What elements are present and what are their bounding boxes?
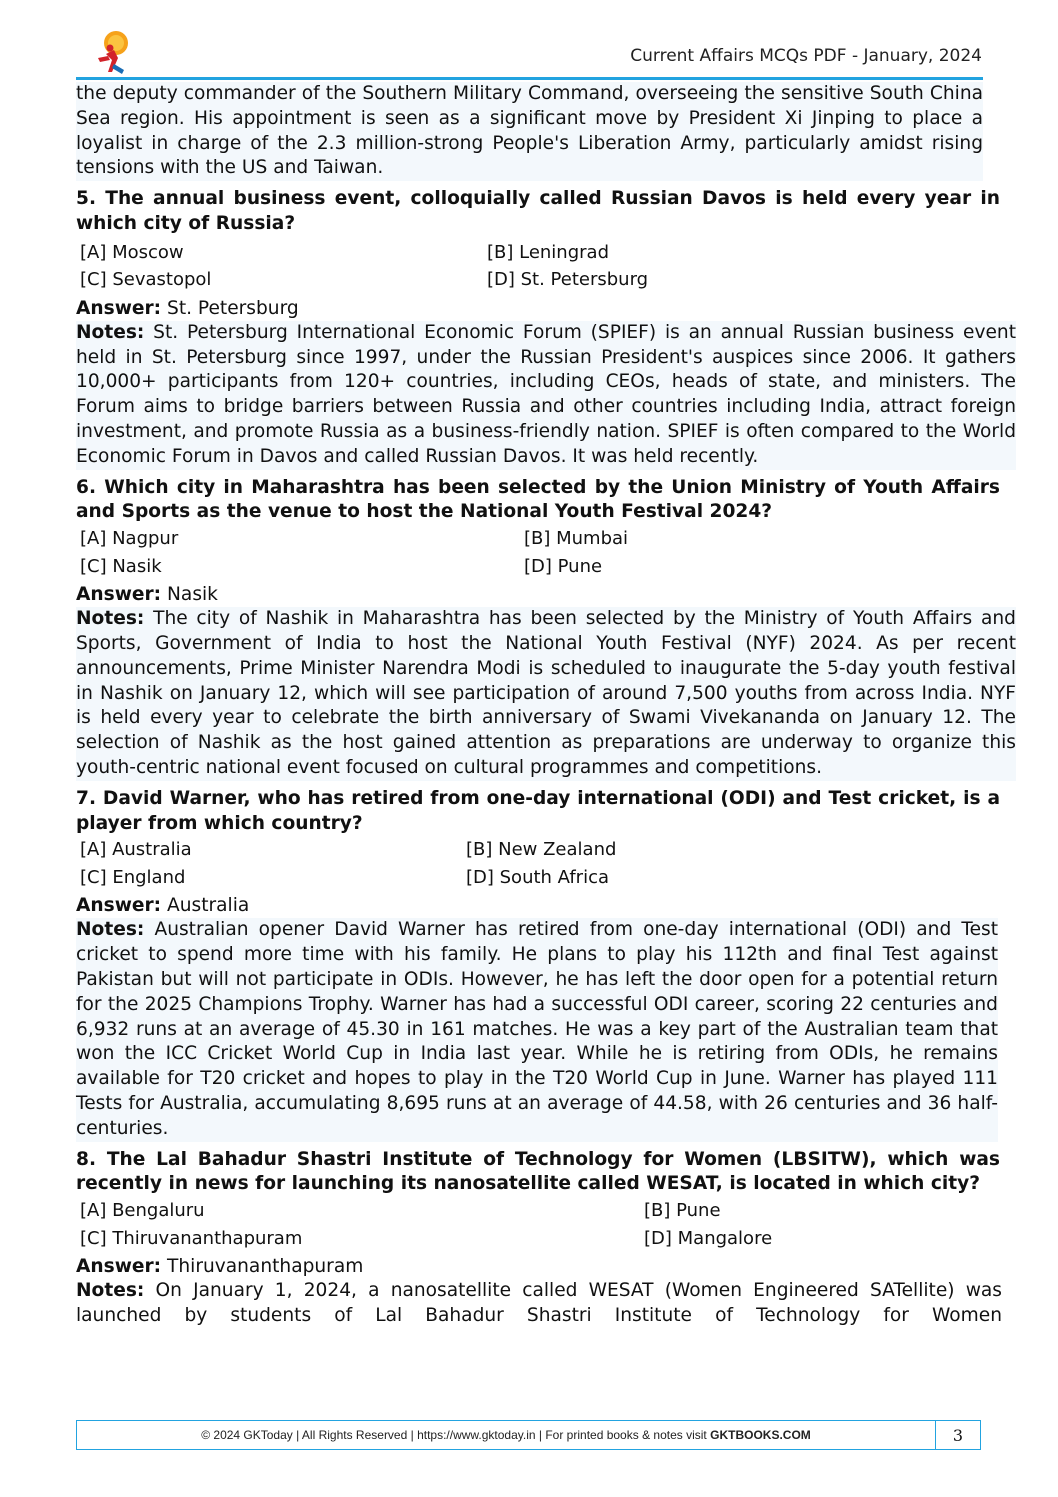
option-d: [D] Pune xyxy=(524,555,603,577)
answer-label: Answer: xyxy=(76,1256,162,1278)
answer-line xyxy=(76,296,1010,321)
notes-paragraph xyxy=(76,918,998,1141)
answer-label: Answer: xyxy=(76,297,162,319)
question-block xyxy=(76,787,1010,1142)
page-number: 3 xyxy=(935,1421,980,1449)
option-a: [A] Moscow xyxy=(80,241,184,263)
question-block xyxy=(76,476,1016,781)
option-b: [B] Mumbai xyxy=(524,528,629,550)
question-text: 8. The Lal Bahadur Shastri Institute of Technology for Women (LBSITW), which was recently in news for launching its nanosatellite called WESAT, is located in which city? xyxy=(76,1148,1000,1195)
options xyxy=(80,525,1010,580)
notes-paragraph xyxy=(76,321,1016,470)
answer-line xyxy=(76,582,1010,607)
option-b: [B] New Zealand xyxy=(466,839,617,861)
answer-label: Answer: xyxy=(76,895,162,917)
option-d: [D] South Africa xyxy=(466,866,609,888)
answer-value: Nasik xyxy=(167,584,218,606)
page-footer xyxy=(76,1420,981,1450)
option-c: [C] England xyxy=(80,866,186,888)
footer-brand-link[interactable]: GKTBOOKS.COM xyxy=(710,1428,811,1442)
notes-text: St. Petersburg International Economic Forum (SPIEF) is an annual Russian business event held in St. Petersburg since 1997, under the Russian President's auspices since 2006. It gathers 10,000+ participants from 120+ countries, including CEOs, heads of state, and ministers. The Forum aims to bridge barriers between Russia and other countries including India, attract foreign investment, and promote Russia as a business-friendly nation. SPIEF is often compared to the World Economic Forum in Davos and called Russian Davos. It was held recently. xyxy=(76,321,1016,467)
options xyxy=(80,1197,1010,1252)
notes-label: Notes: xyxy=(76,321,145,343)
gktoday-logo xyxy=(92,28,132,78)
option-b: [B] Pune xyxy=(644,1200,721,1222)
question-text: 7. David Warner, who has retired from one-day international (ODI) and Test cricket, is a player from which country? xyxy=(76,787,1000,834)
notes-text: Australian opener David Warner has retired from one-day international (ODI) and Test cricket to spend more time with his family. He plans to play his 112th and final Test against Pakistan but will not participate in ODIs. However, he has left the door open for a potential return for the 2025 Champions Trophy. Warner has had a successful ODI career, scoring 22 centuries and 6,932 runs at an average of 45.30 in 161 matches. He was a key part of the Australian team that won the ICC Cricket World Cup in India last year. While he is retiring from ODIs, he remains available for T20 cricket and hopes to play in the T20 World Cup in June. Warner has played 111 Tests for Australia, accumulating 8,695 runs at an average of 44.58, with 26 centuries and 36 half-centuries. xyxy=(76,919,998,1139)
notes-label: Notes: xyxy=(76,608,145,630)
answer-line xyxy=(76,1254,1010,1279)
header-title: Current Affairs MCQs PDF - January, 2024 xyxy=(630,46,982,66)
notes-text: The city of Nashik in Maharashtra has been selected by the Ministry of Youth Affairs and Sports, Government of India to host the National Youth Festival (NYF) 2024. As per recent announcements, Prime Minister Narendra Modi is scheduled to inaugurate the 5-day youth festival in Nashik on January 12, which will see participation of around 7,500 youths from across India. NYF is held every year to celebrate the birth anniversary of Swami Vivekananda on January 12. The selection of Nashik as the host gained attention as preparations are underway to organize this youth-centric national event focused on cultural programmes and competitions. xyxy=(76,608,1016,778)
option-d: [D] St. Petersburg xyxy=(487,269,649,291)
answer-value: Australia xyxy=(167,895,250,917)
page-content xyxy=(76,82,1016,1329)
options xyxy=(80,836,1010,891)
answer-label: Answer: xyxy=(76,584,162,606)
intro-paragraph: the deputy commander of the Southern Military Command, overseeing the sensitive South China Sea region. His appointment is seen as a significant move by President Xi Jinping to place a loyalist in charge of the 2.3 million-strong People's Liberation Army, particularly amidst rising tensions with the US and Taiwan. xyxy=(76,82,983,181)
footer-copyright: © 2024 GKToday | All Rights Reserved | https://www.gktoday.in | For printed books & notes visit xyxy=(201,1428,707,1442)
option-c: [C] Nasik xyxy=(80,555,162,577)
option-d: [D] Mangalore xyxy=(644,1227,773,1249)
option-a: [A] Nagpur xyxy=(80,528,179,550)
question-text: 5. The annual business event, colloquially called Russian Davos is held every year in which city of Russia? xyxy=(76,188,1000,234)
notes-label: Notes: xyxy=(76,1280,145,1302)
option-a: [A] Australia xyxy=(80,839,192,861)
answer-value: St. Petersburg xyxy=(167,297,299,319)
options xyxy=(80,239,1010,294)
question-block xyxy=(76,187,1016,469)
answer-line xyxy=(76,893,1010,918)
header-rule xyxy=(76,77,983,80)
notes-paragraph xyxy=(76,607,1016,781)
footer-text xyxy=(77,1428,935,1442)
answer-value: Thiruvananthapuram xyxy=(167,1256,364,1278)
question-block xyxy=(76,1148,1010,1329)
option-c: [C] Thiruvananthapuram xyxy=(80,1227,303,1249)
notes-label: Notes: xyxy=(76,919,145,941)
notes-text: On January 1, 2024, a nanosatellite called WESAT (Women Engineered SATellite) was launched by students of Lal Bahadur Shastri Institute of Technology for Women xyxy=(76,1280,1002,1326)
notes-paragraph xyxy=(76,1279,1002,1329)
question-text: 6. Which city in Maharashtra has been selected by the Union Ministry of Youth Affairs and Sports as the venue to host the National Youth Festival 2024? xyxy=(76,476,1000,523)
option-a: [A] Bengaluru xyxy=(80,1200,205,1222)
option-b: [B] Leningrad xyxy=(487,241,610,263)
option-c: [C] Sevastopol xyxy=(80,269,212,291)
